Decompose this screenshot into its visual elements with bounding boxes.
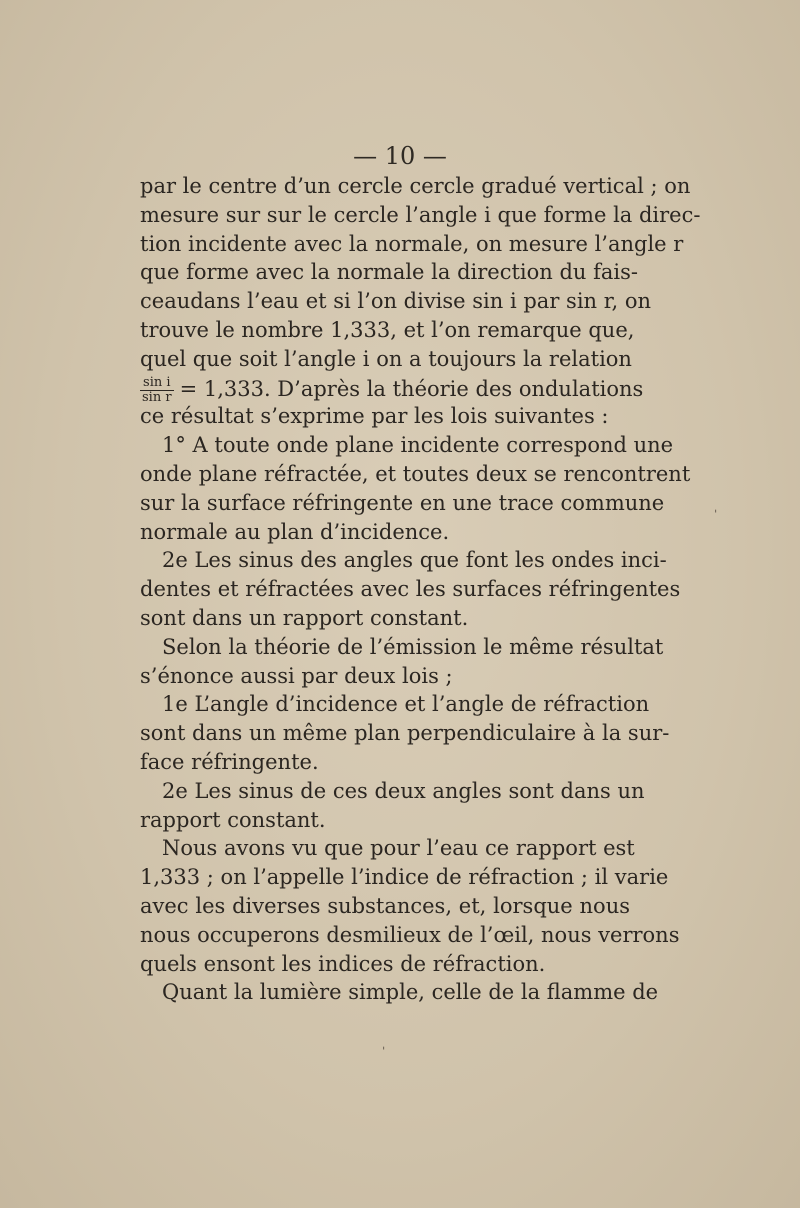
text-line: avec les diverses substances, et, lorsque nous <box>140 893 630 918</box>
formula-text: = 1,333. D’après la théorie des ondulations <box>179 376 644 401</box>
text-line: sont dans un même plan perpendiculaire à la sur- <box>140 721 670 746</box>
text-line: quel que soit l’angle i on a toujours la relation <box>140 346 632 371</box>
text-line: 1,333 ; on l’appelle l’indice de réfraction ; il varie <box>140 865 669 890</box>
text-line: que forme avec la normale la direction du fais- <box>140 260 638 285</box>
text-line: 2e Les sinus de ces deux angles sont dans un <box>162 778 645 803</box>
text-line: 2e Les sinus des angles que font les ondes inci- <box>162 548 667 573</box>
text-line: sur la surface réfringente en une trace commune <box>140 490 665 515</box>
body-text <box>140 172 701 1007</box>
text-line: s’énonce aussi par deux lois ; <box>140 663 453 688</box>
text-line: par le centre d’un cercle cercle gradué vertical ; on <box>140 174 691 198</box>
formula-line <box>140 374 644 405</box>
fraction-numerator: sin i <box>140 376 174 391</box>
text-line: mesure sur sur le cercle l’angle i que forme la direc- <box>140 202 701 227</box>
text-line: Quant la lumière simple, celle de la flamme de <box>162 980 659 1005</box>
page-number: — 10 — <box>353 142 447 170</box>
text-line: ce résultat s’exprime par les lois suivantes : <box>140 404 609 429</box>
paper-speck: ˌ <box>714 500 718 514</box>
text-line: trouve le nombre 1,333, et l’on remarque que, <box>140 317 635 342</box>
text-line: sont dans un rapport constant. <box>140 605 469 630</box>
text-line: face réfringente. <box>140 749 319 774</box>
text-line: 1e L’angle d’incidence et l’angle de réfraction <box>162 692 650 717</box>
text-line: onde plane réfractée, et toutes deux se rencontrent <box>140 461 691 486</box>
text-line: normale au plan d’incidence. <box>140 519 450 544</box>
text-line: 1° A toute onde plane incidente correspond une <box>162 433 674 458</box>
text-line: tion incidente avec la normale, on mesure l’angle r <box>140 231 684 256</box>
text-line: dentes et réfractées avec les surfaces réfringentes <box>140 577 681 602</box>
paper-speck: ˈ <box>382 1045 386 1059</box>
text-line: ceaudans l’eau et si l’on divise sin i par sin r, on <box>140 289 651 314</box>
text-line: rapport constant. <box>140 807 326 832</box>
sine-ratio-fraction <box>140 376 174 405</box>
fraction-denominator: sin r <box>142 389 172 405</box>
text-line: Selon la théorie de l’émission le même résultat <box>162 634 664 659</box>
text-line: Nous avons vu que pour l’eau ce rapport est <box>162 836 635 861</box>
text-line: nous occuperons desmilieux de l’œil, nous verrons <box>140 922 680 947</box>
text-line: quels ensont les indices de réfraction. <box>140 951 546 976</box>
